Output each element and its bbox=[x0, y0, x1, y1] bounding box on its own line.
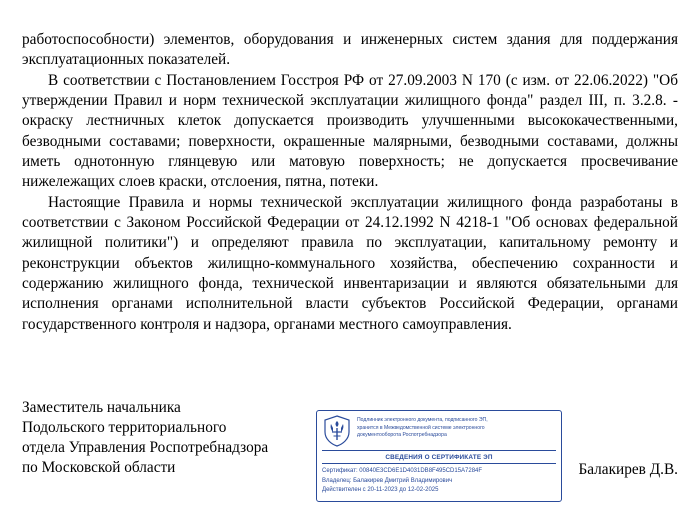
signature-line-4: по Московской области bbox=[22, 458, 176, 476]
electronic-signature-stamp bbox=[316, 410, 562, 502]
signature-block bbox=[22, 398, 268, 478]
stamp-certificate-serial: Сертификат: 00840E3CD6E1D4031DB8F495CD15A7284F bbox=[322, 468, 483, 474]
document-body bbox=[22, 30, 678, 335]
stamp-title: СВЕДЕНИЯ О СЕРТИФИКАТЕ ЭП bbox=[322, 450, 556, 464]
signer-name: Балакирев Д.В. bbox=[578, 461, 678, 478]
paragraph-2: В соответствии с Постановлением Госстроя РФ от 27.09.2003 N 170 (с изм. от 22.06.2022) "Об утверждении Правил и норм технической эксплуатации жилищного фонда" раздел III, п. 3.2.8. - окраску лестничных клеток допускается производить улучшенными высококачественными, безводными составами; поверхности, окрашенные малярными, безводными составами, должны иметь однотонную глянцевую или матовую поверхность; не допускается просвечивание нижележащих слоев краски, отслоения, пятна, потеки. bbox=[22, 71, 678, 191]
rospotrebnadzor-emblem-icon bbox=[322, 415, 352, 447]
stamp-notice bbox=[357, 415, 488, 440]
paragraph-3: Настоящие Правила и нормы технической эксплуатации жилищного фонда разработаны в соответствии с Законом Российской Федерации от 24.12.1992 N 4218-1 "Об основах федеральной жилищной политики") и определяют правила по эксплуатации, капитальному ремонту и реконструкции объектов жилищно-коммунального хозяйства, обеспечению сохранности и содержанию жилищного фонда, технической инвентаризации и являются обязательными для исполнения органами исполнительной власти субъектов Российской Федерации, органами государственного контроля и надзора, органами местного самоуправления. bbox=[22, 193, 678, 333]
stamp-notice-line-2: хранится в Межведомственной системе электронного bbox=[357, 424, 485, 431]
signature-line-1: Заместитель начальника bbox=[22, 399, 181, 416]
paragraph-1: работоспособности) элементов, оборудования и инженерных систем здания для поддержания эксплуатационных показателей. bbox=[22, 31, 678, 69]
stamp-certificate-owner: Владелец: Балакирев Дмитрий Владимирович bbox=[322, 477, 453, 484]
signature-line-2: Подольского территориального bbox=[22, 418, 227, 436]
stamp-certificate-details bbox=[322, 464, 556, 496]
stamp-certificate-validity: Действителен с 20-11-2023 до 12-02-2025 bbox=[322, 487, 439, 494]
stamp-notice-line-3: документооборота Роспотребнадзора bbox=[357, 432, 447, 439]
stamp-notice-line-1: Подлинник электронного документа, подписанного ЭП, bbox=[357, 417, 488, 423]
signature-line-3: отдела Управления Роспотребнадзора bbox=[22, 438, 269, 456]
stamp-header bbox=[322, 415, 556, 449]
